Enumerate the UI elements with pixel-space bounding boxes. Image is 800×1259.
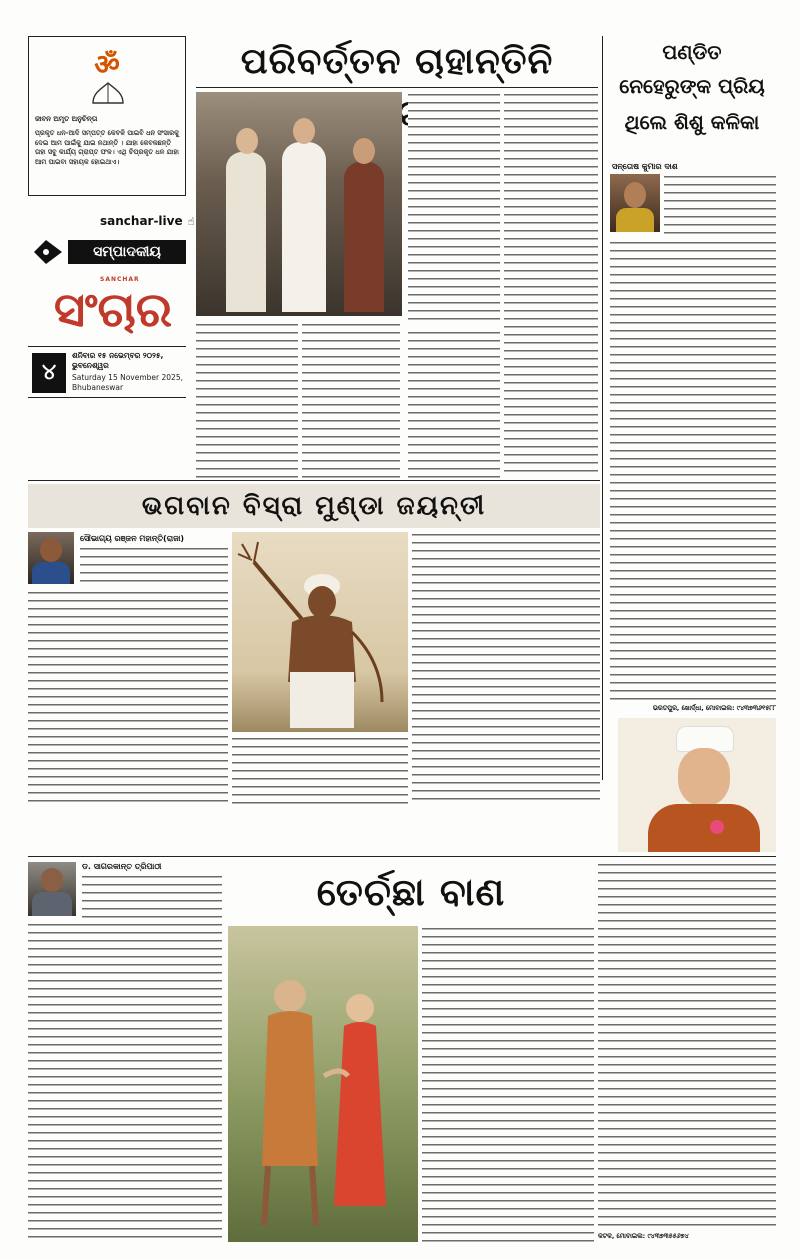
birsa-author-photo: [28, 532, 74, 584]
lead-headline: ପରିବର୍ତ୍ତନ ଚାହାନ୍ତିନି: [196, 36, 598, 88]
third-author-photo: [28, 862, 76, 916]
nehru-col: [610, 240, 776, 700]
author-head: [40, 538, 62, 562]
third-illustration: [228, 926, 418, 1242]
author-head: [41, 868, 63, 892]
om-icon: ॐ: [94, 48, 120, 81]
website-text: sanchar-live: [100, 214, 183, 228]
section-rule: [28, 480, 600, 481]
birsa-col-1-top: [80, 546, 228, 586]
section-banner: [28, 234, 186, 270]
nehru-signoff: ଭରତପୁର, ଖୋର୍ଦ୍ଧା, ମୋବାଇଲ: ୯୪୩୭୩୬୧୫୮୮: [652, 704, 776, 712]
paper-name-small: SANCHAR: [100, 276, 140, 283]
section-label: ସମ୍ପାଦକୀୟ: [68, 240, 186, 264]
column-divider: [602, 36, 603, 780]
third-col-1-top: [82, 874, 222, 918]
quote-box: [28, 36, 186, 196]
birsa-col-2: [232, 736, 408, 804]
lead-col-3: [504, 92, 598, 478]
third-author: ଡ. ସାଗରକାନ୍ତ ତ୍ରିପାଠୀ: [82, 862, 162, 871]
third-col-1: [28, 922, 222, 1242]
date-english: Saturday 15 November 2025, Bhubaneswar: [72, 373, 183, 392]
portrait-coat: [648, 804, 760, 852]
birsa-banner: [28, 484, 600, 528]
nehru-author-photo: [610, 174, 660, 232]
third-headline: ତେର୍ଚ୍ଛା ବାଣ: [316, 870, 506, 914]
person-figure: [226, 152, 266, 312]
sage-and-woman-figure: [228, 926, 418, 1242]
page-number: ୪: [32, 353, 66, 393]
author-body: [32, 562, 70, 584]
third-col-3: [598, 862, 776, 1230]
pen-nib-icon: [28, 234, 68, 270]
paper-logo: ସଂଚାର: [53, 282, 173, 338]
birsa-author: ସୌଭାଗ୍ୟ ରଞ୍ଜନ ମହାନ୍ତି(ରାଜା): [80, 534, 185, 543]
author-body: [616, 208, 654, 232]
person-figure: [282, 142, 326, 312]
date-odia: ଶନିବାର ୧୫ ନଭେମ୍ବର ୨୦୨୫, ଭୁବନେଶ୍ୱର: [72, 351, 164, 370]
lead-col-2: [408, 92, 500, 322]
lead-col-1: [196, 322, 298, 478]
quote-text: ପ୍ରକୃତ ଧନ-ଆଦି ସମ୍ପତ୍ତ କେବଳି ପାଇବି ଧନ ସଂସାରକୁ ଦେଇ ଆମ ପାଇଁକୁ ଯାଇ ନଥାନ୍ତି । ଯାହା କେବଳଛନ୍ତି ତାହା ସବୁ କାର୍ଯ୍ୟ ଗ୍ରାପ୍ତ ଫଳ। ଏଥି ଚିପ୍ରକୃତ ଧନ ଯାହା ଆମ ପାଇବା ସହାୟକ ହୋଇଥାଏ।: [35, 129, 180, 166]
lead-col-2b: [408, 330, 500, 478]
lead-col-1b: [302, 322, 400, 478]
lead-photo: [196, 92, 402, 316]
section-rule: [28, 856, 776, 857]
author-body: [32, 892, 72, 916]
third-col-2: [422, 926, 594, 1242]
person-figure: [344, 162, 384, 312]
third-signoff: କଟକ, ମୋବାଇଲ: ୯୪୩୭୩୫୫୬୭୪: [598, 1232, 689, 1240]
birsa-illustration: [232, 532, 408, 732]
birsa-headline: ଭଗବାନ ବିସ୍ରା ମୁଣ୍ଡା ଜୟନ୍ତୀ: [141, 491, 487, 521]
nehru-col-top: [664, 174, 776, 236]
rose-icon: [710, 820, 724, 834]
portrait-face: [678, 748, 730, 806]
website-link[interactable]: [100, 210, 194, 226]
nehru-headline-line: ଥିଲେ ଶିଶୁ କଳିକା: [624, 110, 760, 134]
nehru-headline: [608, 36, 776, 164]
person-head: [293, 118, 315, 144]
nehru-headline-line: ନେହେରୁଙ୍କ ପ୍ରିୟ: [619, 74, 765, 98]
nehru-author: ସନ୍ତୋଷ କୁମାର ଦାଶ: [612, 162, 678, 171]
quote-title: ଜୀବନ ଅମୃତ ଅନୁଚିନ୍ତା: [35, 115, 98, 123]
nehru-portrait: [618, 718, 776, 852]
cursor-icon: ☝: [187, 215, 195, 228]
nehru-headline-line: ପଣ୍ଡିତ: [662, 40, 722, 64]
person-head: [353, 138, 375, 164]
author-head: [624, 182, 646, 208]
birsa-col-3: [412, 532, 600, 804]
person-head: [236, 128, 258, 154]
birsa-figure: [232, 532, 408, 732]
folded-hands-icon: [89, 79, 127, 105]
date-block: [28, 346, 186, 398]
birsa-col-1: [28, 590, 228, 804]
